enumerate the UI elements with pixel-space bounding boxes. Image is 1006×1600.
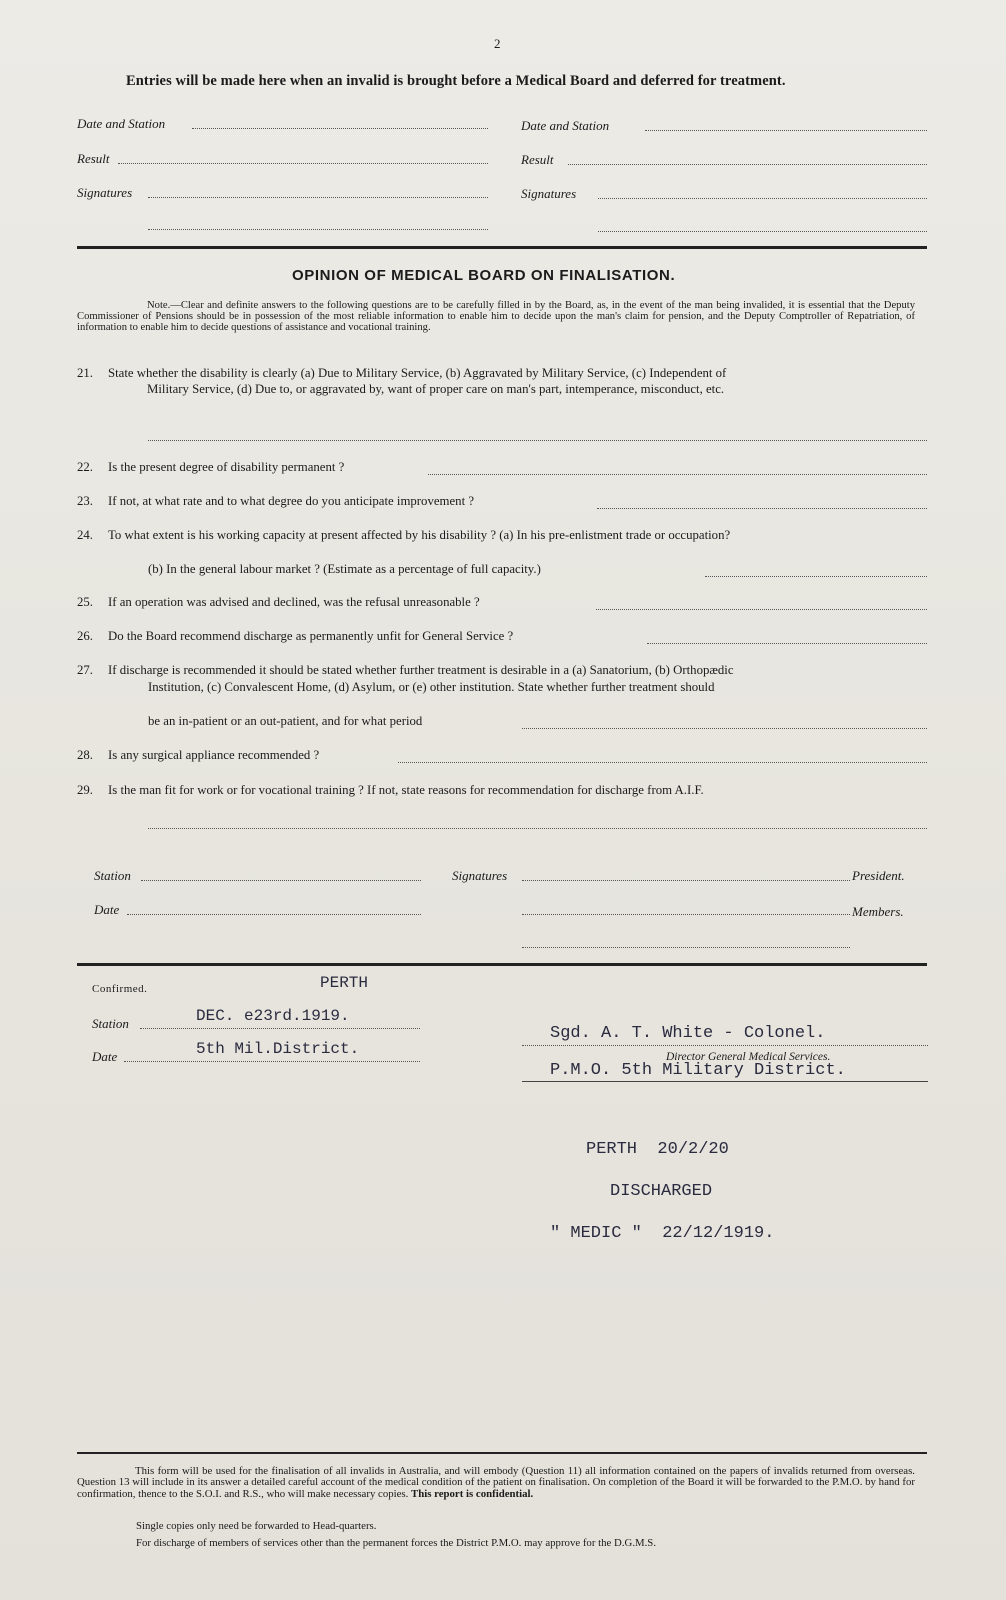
date-station-label-left: Date and Station [77,116,166,131]
board-station-label: Station [94,868,131,883]
answer-25-field[interactable] [596,609,927,610]
board-signatures-label: Signatures [452,868,508,883]
confirmed-date-label: Date [92,1049,118,1064]
question-number: 25. [77,595,93,609]
typed-signature: Sgd. A. T. White - Colonel. [550,1024,826,1043]
signatures-field-left[interactable] [148,197,488,198]
answer-21-field[interactable] [148,440,927,441]
question-21-line2: Military Service, (d) Due to, or aggravated by, want of proper care on man's part, intemperance, misconduct, etc. [147,382,725,396]
stamp-discharged: DISCHARGED [610,1182,713,1201]
question-24-line2: (b) In the general labour market ? (Estimate as a percentage of full capacity.) [148,562,541,576]
question-22-text: Is the present degree of disability permanent ? [108,460,345,474]
typed-confirm-date: DEC. e23rd.1919. [196,1007,350,1025]
footer-line-discharge: For discharge of members of services other than the permanent forces the District P.M.O. may approve for the D.G.M.S. [136,1537,657,1549]
question-number: 28. [77,748,93,762]
question-25-text: If an operation was advised and declined, was the refusal unreasonable ? [108,595,480,609]
answer-23-field[interactable] [597,508,927,509]
opinion-note: Note.—Clear and definite answers to the following questions are to be carefully filled in by the Board, as, in the event of the man being invalided, it is essential that the Deputy Commissioner of Pensions should be in possession of the most reliable information to enable him to decide upon the man's claim for pension, and the Deputy Comptroller of Repatriation, of information to enable him to decide questions of assistance and vocational training. [77,300,915,334]
result-field-right[interactable] [568,164,927,165]
confirmed-station-label: Station [92,1016,129,1031]
signatures-field-left-2[interactable] [148,229,488,230]
question-number: 23. [77,494,93,508]
board-members-field[interactable] [522,914,850,915]
question-number: 24. [77,528,93,542]
signatures-field-right-2[interactable] [598,231,927,232]
question-number: 27. [77,663,93,677]
result-field-left[interactable] [118,163,488,164]
footer-paragraph [77,1466,915,1500]
dgms-signature-field[interactable] [522,1045,928,1046]
stamp-perth-date: PERTH 20/2/20 [586,1140,729,1159]
board-station-field[interactable] [141,880,421,881]
members-label: Members. [852,904,904,919]
confirmed-label: Confirmed. [92,983,148,995]
question-29-text: Is the man fit for work or for vocational training ? If not, state reasons for recommendation for discharge from A.I.F. [108,783,704,797]
confirmed-date-field[interactable] [124,1061,420,1062]
typed-pmo: P.M.O. 5th Military District. [550,1061,846,1080]
footer-line-copies: Single copies only need be forwarded to Head-quarters. [136,1520,377,1532]
stamp-medic-date: " MEDIC " 22/12/1919. [550,1224,775,1243]
date-station-field-right[interactable] [645,130,927,131]
question-27-line3: be an in-patient or an out-patient, and for what period [148,714,423,728]
signatures-field-right[interactable] [598,198,927,199]
date-station-label-right: Date and Station [521,118,610,133]
deferred-section-title: Entries will be made here when an invalid is brought before a Medical Board and deferred for treatment. [126,73,786,89]
answer-22-field[interactable] [428,474,927,475]
answer-27-field[interactable] [522,728,927,729]
question-21-line1: State whether the disability is clearly (a) Due to Military Service, (b) Aggravated by Military Service, (c) Independent of [108,366,727,380]
confirmed-station-field[interactable] [140,1028,420,1029]
answer-29-field[interactable] [148,828,927,829]
typed-district: 5th Mil.District. [196,1040,360,1058]
date-station-field-left[interactable] [192,128,488,129]
board-president-field[interactable] [522,880,850,881]
question-23-text: If not, at what rate and to what degree do you anticipate improvement ? [108,494,474,508]
answer-28-field[interactable] [398,762,927,763]
footer-text: This form will be used for the finalisation of all invalids in Australia, and will embody (Question 11) all information contained on the papers of invalids returned from overseas. Question 13 will include in its answer a detailed careful account of the medical condition of the patient on finalisation. On completion of the Board it will be forwarded to the P.M.O. by hand for confirmation, thence to the S.O.I. and R.S., who will make necessary copies. [77,1465,915,1500]
confirmation-divider [77,963,927,966]
footer-divider [77,1452,927,1454]
signatures-label-left: Signatures [77,185,133,200]
opinion-section-title: OPINION OF MEDICAL BOARD ON FINALISATION. [292,267,676,284]
question-24-line1: To what extent is his working capacity at present affected by his disability ? (a) In his pre-enlistment trade or occupation? [108,528,731,542]
question-28-text: Is any surgical appliance recommended ? [108,748,320,762]
answer-24b-field[interactable] [705,576,927,577]
board-date-label: Date [94,902,120,917]
question-27-line1: If discharge is recommended it should be stated whether further treatment is desirable in a (a) Sanatorium, (b) Orthopædic [108,663,734,677]
typed-perth: PERTH [320,974,369,992]
board-members-field-2[interactable] [522,947,850,948]
question-26-text: Do the Board recommend discharge as permanently unfit for General Service ? [108,629,514,643]
section-divider [77,246,927,249]
question-number: 29. [77,783,93,797]
question-27-line2: Institution, (c) Convalescent Home, (d) Asylum, or (e) other institution. State whether further treatment should [148,680,715,694]
pmo-underline [522,1081,928,1082]
board-date-field[interactable] [127,914,421,915]
president-label: President. [852,868,905,883]
dgms-label: Director General Medical Services. [666,1051,831,1063]
confidential-note: This report is confidential. [411,1487,534,1500]
answer-26-field[interactable] [647,643,927,644]
page-number: 2 [494,36,501,51]
question-number: 26. [77,629,93,643]
question-number: 22. [77,460,93,474]
result-label-right: Result [521,152,554,167]
result-label-left: Result [77,151,110,166]
signatures-label-right: Signatures [521,186,577,201]
question-number: 21. [77,366,93,380]
